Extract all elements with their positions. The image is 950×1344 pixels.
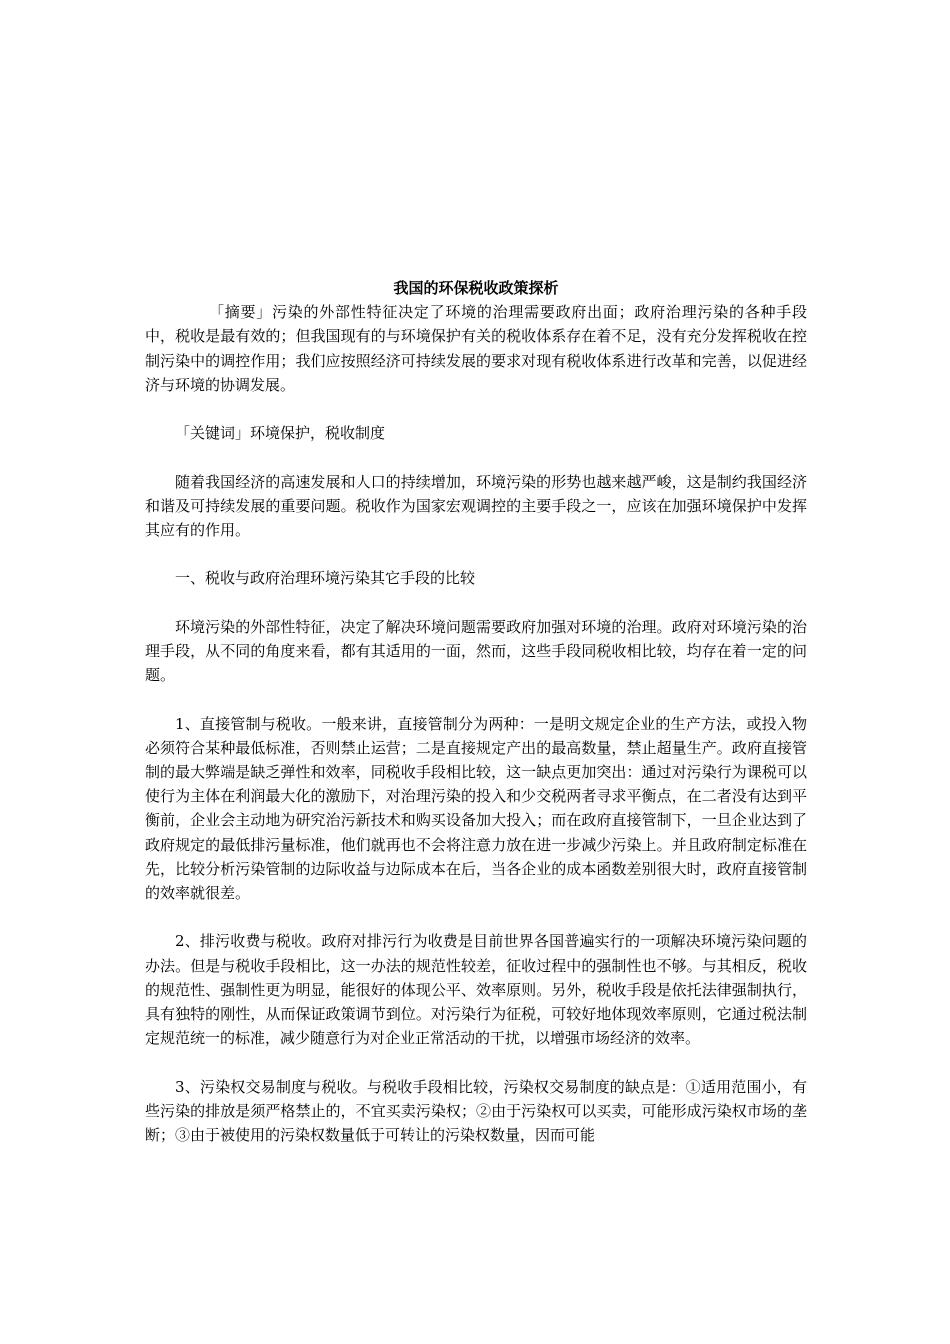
point-3-paragraph: 3、污染权交易制度与税收。与税收手段相比较，污染权交易制度的缺点是：①适用范围小，有些污染的排放是须严格禁止的，不宜买卖污染权；②由于污染权可以买卖，可能形成污染权市场的垄断；③由于被使用的污染权数量低于可转让的污染权数量，因而可能 <box>145 1077 807 1144</box>
point-2-paragraph: 2、排污收费与税收。政府对排污行为收费是目前世界各国普遍实行的一项解决环境污染问题的办法。但是与税收手段相比，这一办法的规范性较差，征收过程中的强制性也不够。与其相反，税收的规范性、强制性更为明显，能很好的体现公平、效率原则。另外，税收手段是依托法律强制执行，具有独特的刚性，从而保证政策调节到位。对污染行为征税，可较好地体现效率原则，它通过税法制定规范统一的标准，减少随意行为对企业正常活动的干扰，以增强市场经济的效率。 <box>145 932 807 1048</box>
intro-paragraph: 随着我国经济的高速发展和人口的持续增加，环境污染的形势也越来越严峻，这是制约我国经济和谐及可持续发展的重要问题。税收作为国家宏观调控的主要手段之一，应该在加强环境保护中发挥其应有的作用。 <box>145 472 807 539</box>
document-page <box>145 276 807 1147</box>
section1-intro-paragraph: 环境污染的外部性特征，决定了解决环境问题需要政府加强对环境的治理。政府对环境污染的治理手段，从不同的角度来看，都有其适用的一面，然而，这些手段同税收相比较，均存在着一定的问题。 <box>145 617 807 685</box>
document-title: 我国的环保税收政策探析 <box>393 279 559 297</box>
keywords-paragraph: 「关键词」环境保护，税收制度 <box>175 424 386 443</box>
point-1-paragraph: 1、直接管制与税收。一般来讲，直接管制分为两种：一是明文规定企业的生产方法，或投入物必须符合某种最低标准，否则禁止运营；二是直接规定产出的最高数量，禁止超量生产。政府直接管制的最大弊端是缺乏弹性和效率，同税收手段相比较，这一缺点更加突出：通过对污染行为课税可以使行为主体在利润最大化的激励下，对治理污染的投入和少交税两者寻求平衡点，在二者没有达到平衡前，企业会主动地为研究治污新技术和购买设备加大投入；而在政府直接管制下，一旦企业达到了政府规定的最低排污量标准，他们就再也不会将注意力放在进一步减少污染上。并且政府制定标准在先，比较分析污染管制的边际收益与边际成本在后，当各企业的成本函数差别很大时，政府直接管制的效率就很差。 <box>145 714 807 902</box>
section-heading-1: 一、税收与政府治理环境污染其它手段的比较 <box>175 569 476 588</box>
abstract-paragraph: 「摘要」污染的外部性特征决定了环境的治理需要政府出面；政府治理污染的各种手段中，税收是最有效的；但我国现有的与环境保护有关的税收体系存在着不足，没有充分发挥税收在控制污染中的调控作用；我们应按照经济可持续发展的要求对现有税收体系进行改革和完善，以促进经济与环境的协调发展。 <box>145 303 807 394</box>
